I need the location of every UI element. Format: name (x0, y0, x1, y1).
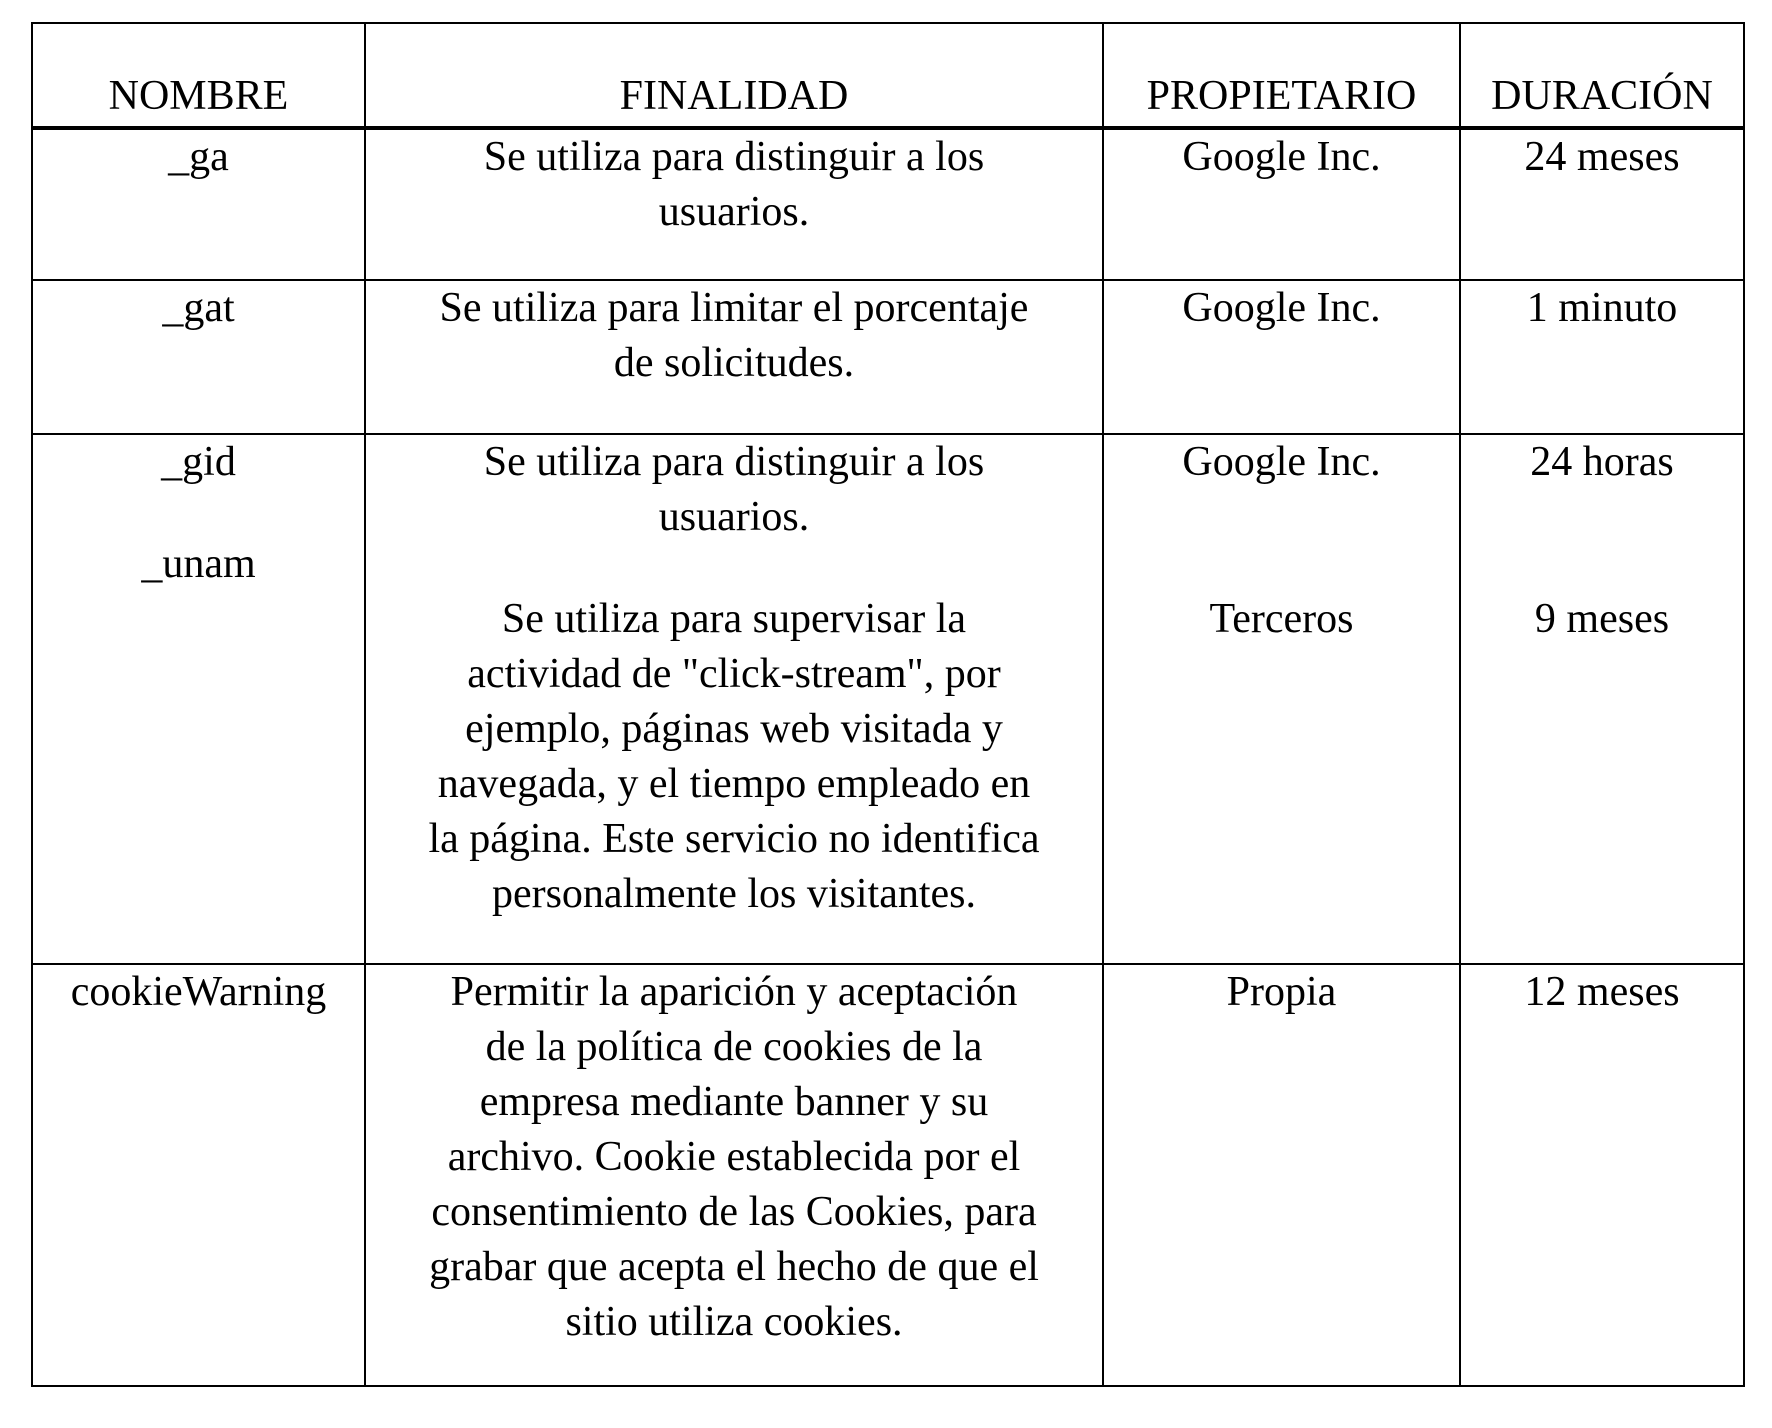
cookie-owner: Google Inc. (1182, 285, 1381, 331)
cookie-purpose: Permitir la aparición y aceptación de la política de cookies de la empresa mediante banner y su archivo. Cookie establecida por el consentimiento de las Cookies, para grabar que acepta el hecho de que el sitio utiliza cookies. (429, 969, 1039, 1345)
cell-finalidad (365, 280, 1103, 434)
cookie-purpose: Se utiliza para limitar el porcentaje de solicitudes. (439, 285, 1029, 386)
cell-propietario (1103, 128, 1460, 280)
cell-finalidad (365, 964, 1103, 1386)
header-nombre: NOMBRE (32, 23, 365, 128)
header-finalidad: FINALIDAD (365, 23, 1103, 128)
cookie-purpose: Se utiliza para distinguir a los usuarios. (483, 134, 985, 235)
table-row (32, 280, 1744, 434)
cookie-name: _gat (162, 285, 235, 331)
cell-nombre (32, 434, 365, 964)
cookie-name: _ga (168, 134, 229, 180)
header-propietario: PROPIETARIO (1103, 23, 1460, 128)
table-header (32, 23, 1744, 128)
cell-duracion (1460, 434, 1744, 964)
header-row (32, 23, 1744, 128)
cell-nombre (32, 964, 365, 1386)
cookie-name: cookieWarning (70, 969, 327, 1015)
header-duracion: DURACIÓN (1460, 23, 1744, 128)
cookie-purpose: Se utiliza para supervisar la actividad de "click-stream", por ejemplo, páginas web visitada y navegada, y el tiempo empleado en la página. Este servicio no identifica personalmente los visitantes. (428, 596, 1040, 917)
table-row (32, 434, 1744, 964)
cell-duracion (1460, 128, 1744, 280)
cookie-duration: 24 horas (1530, 439, 1674, 485)
cookie-owner: Google Inc. (1182, 439, 1381, 485)
cell-propietario (1103, 964, 1460, 1386)
cell-propietario (1103, 434, 1460, 964)
cookie-duration: 12 meses (1524, 969, 1680, 1015)
cell-duracion (1460, 964, 1744, 1386)
cell-nombre (32, 280, 365, 434)
table-body (32, 128, 1744, 1386)
cookie-owner: Terceros (1209, 596, 1354, 642)
cell-nombre (32, 128, 365, 280)
cookie-name: _gid (161, 439, 236, 485)
cookie-duration: 1 minuto (1526, 285, 1678, 331)
cell-finalidad (365, 128, 1103, 280)
table-row (32, 964, 1744, 1386)
cell-duracion (1460, 280, 1744, 434)
table-row (32, 128, 1744, 280)
cookie-purpose: Se utiliza para distinguir a los usuarios. (483, 439, 985, 540)
cookie-owner: Google Inc. (1182, 134, 1381, 180)
cell-finalidad (365, 434, 1103, 964)
cookie-table (31, 22, 1745, 1387)
cookie-name: _unam (141, 541, 256, 587)
cookie-duration: 9 meses (1534, 596, 1670, 642)
cell-propietario (1103, 280, 1460, 434)
cookie-duration: 24 meses (1524, 134, 1680, 180)
cookie-owner: Propia (1226, 969, 1337, 1015)
